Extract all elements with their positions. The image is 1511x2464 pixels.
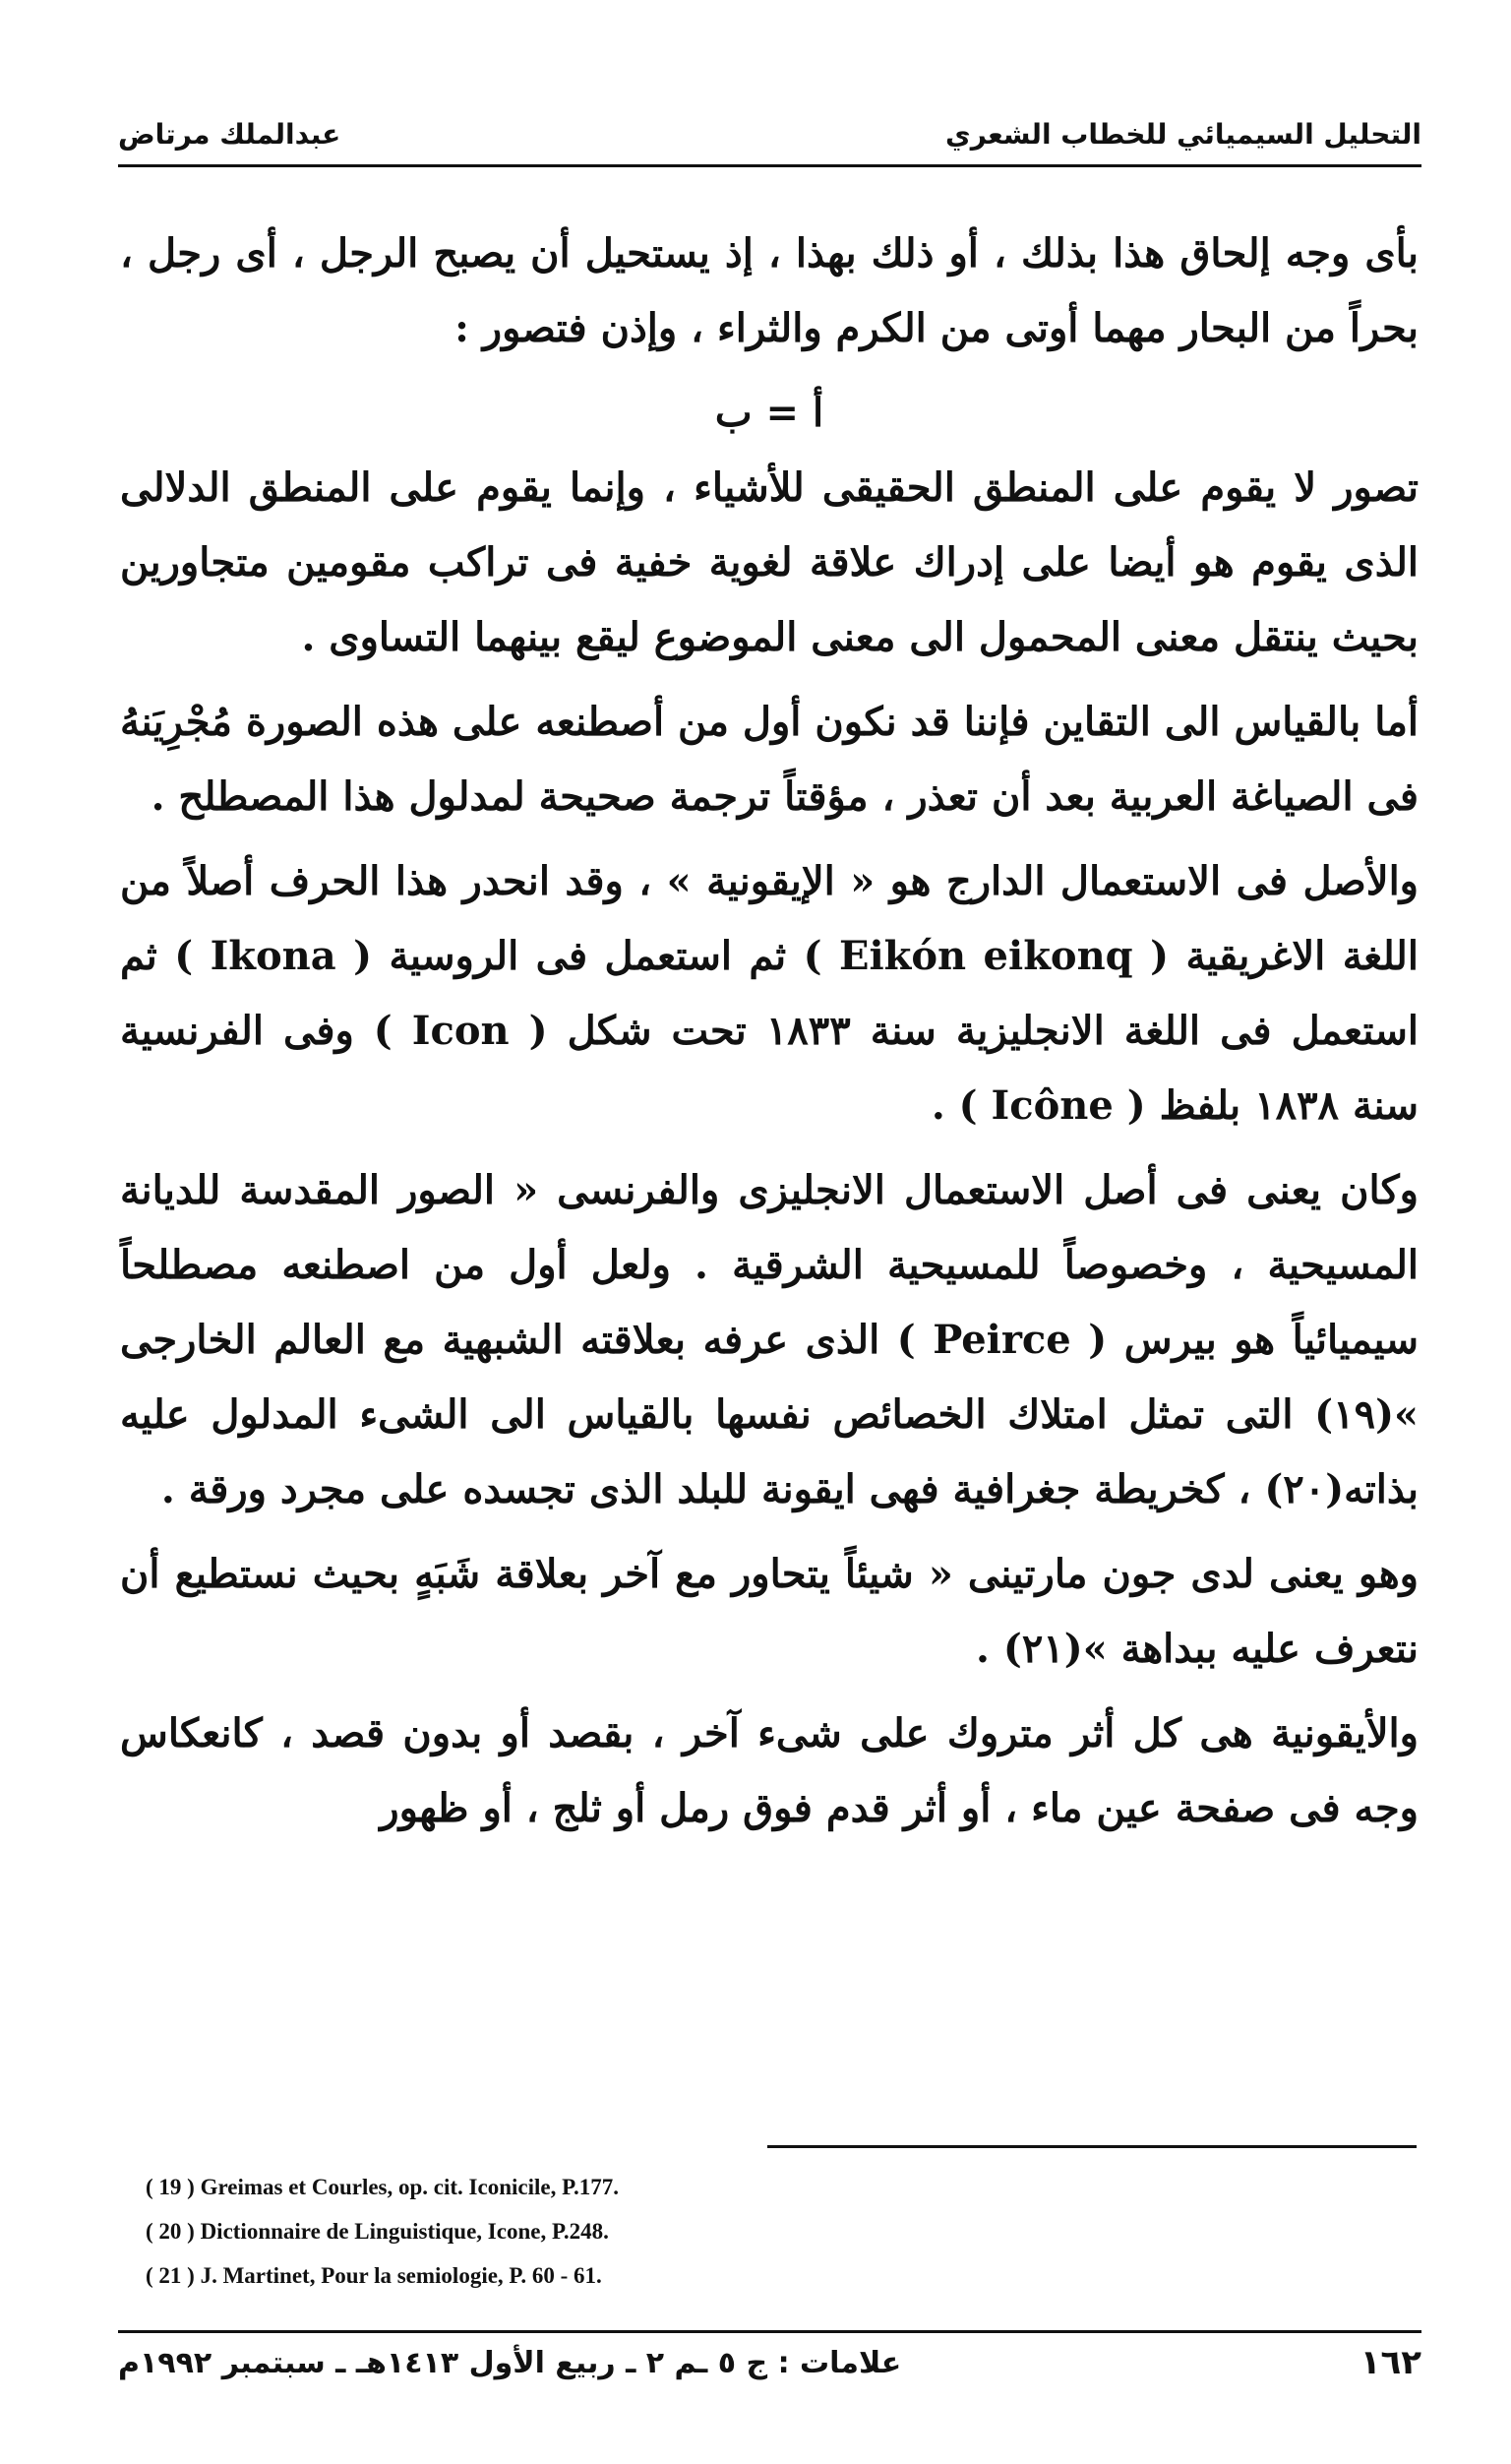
paragraph: أما بالقياس الى التقاين فإننا قد نكون أول من أصطنعه على هذه الصورة مُجْرِيَنهُ فى الصياغة العربية بعد أن تعذر ، مؤقتاً ترجمة صحيحة لمدلول هذا المصطلح . <box>120 699 1419 820</box>
header-author: عبدالملك مرتاض <box>118 117 341 151</box>
footnote-20: ( 20 ) Dictionnaire de Linguistique, Icone, P.248. <box>146 2219 609 2244</box>
paragraph: والأيقونية هى كل أثر متروك على شىء آخر ، بقصد أو بدون قصد ، كانعكاس وجه فى صفحة عين ماء ، أو أثر قدم فوق رمل أو ثلج ، أو ظهور <box>120 1710 1419 1831</box>
paragraph: تصور لا يقوم على المنطق الحقيقى للأشياء ، وإنما يقوم على المنطق الدلالى الذى يقوم هو أيضا على إدراك علاقة لغوية خفية فى تراكب مقومين متجاورين بحيث ينتقل معنى المحمول الى معنى الموضوع ليقع بينهما التساوى . <box>120 464 1419 660</box>
header-title: التحليل السيميائي للخطاب الشعري <box>945 117 1421 151</box>
formula: أ = ب <box>714 390 824 436</box>
paragraph: وكان يعنى فى أصل الاستعمال الانجليزى والفرنسى « الصور المقدسة للديانة المسيحية ، وخصوصاً للمسيحية الشرقية . ولعل أول من اصطنعه مصطلحاً سيميائياً هو بيرس ( Peirce ) الذى عرفه بعلاقته الشبهية مع العالم الخارجى »(١٩) التى تمثل امتلاك الخصائص نفسها بالقياس الى الشىء المدلول عليه بذاته(٢٠) ، كخريطة جغرافية فهى ايقونة للبلد الذى تجسده على مجرد ورقة . <box>120 1167 1419 1512</box>
paragraph: وهو يعنى لدى جون مارتينى « شيئاً يتحاور مع آخر بعلاقة شَبَهٍ بحيث نستطيع أن نتعرف عليه ببداهة »(٢١) . <box>120 1551 1419 1672</box>
footnote-divider <box>767 2145 1417 2148</box>
body-text <box>120 216 1419 1856</box>
paragraph: والأصل فى الاستعمال الدارج هو « الإيقونية » ، وقد انحدر هذا الحرف أصلاً من اللغة الاغريقية ( Eikón eikonq ) ثم استعمل فى الروسية ( Ikona ) ثم استعمل فى اللغة الانجليزية سنة ١٨٣٣ تحت شكل ( Icon ) وفى الفرنسية سنة ١٨٣٨ بلفظ ( Icône ) . <box>120 858 1419 1129</box>
paragraph: بأى وجه إلحاق هذا بذلك ، أو ذلك بهذا ، إذ يستحيل أن يصبح الرجل ، أى رجل ، بحراً من البحار مهما أوتى من الكرم والثراء ، وإذن فتصور : <box>120 230 1419 351</box>
running-footer <box>118 2330 1421 2392</box>
page-number: ١٦٢ <box>1360 2343 1421 2382</box>
footnote-21: ( 21 ) J. Martinet, Pour la semiologie, P. 60 - 61. <box>146 2263 602 2288</box>
footnotes <box>146 2165 1031 2298</box>
running-header <box>118 103 1421 167</box>
journal-citation: علامات : ج ٥ ـم ٢ ـ ربيع الأول ١٤١٣هـ ـ سبتمبر ١٩٩٢م <box>118 2345 902 2380</box>
footnote-19: ( 19 ) Greimas et Courles, op. cit. Iconicile, P.177. <box>146 2175 620 2199</box>
